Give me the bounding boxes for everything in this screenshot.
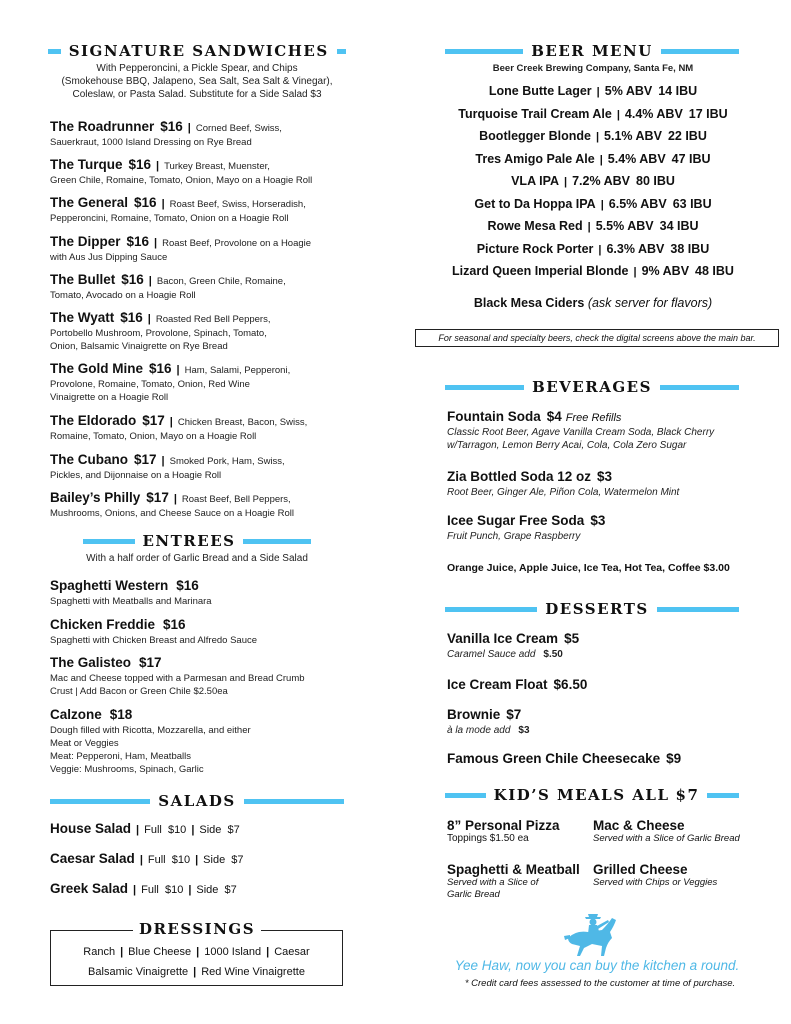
dressing-item: Caesar (274, 946, 310, 958)
dessert-addon: à la mode add (447, 725, 511, 736)
kid-item-mac (593, 818, 740, 845)
beer-abv: 4.4% ABV (624, 106, 683, 121)
sandwich-item (50, 233, 370, 264)
sandwich-name: The Gold Mine (50, 361, 143, 376)
separator: | (169, 416, 173, 428)
sandwich-desc: Tomato, Avocado on a Hoagie Roll (50, 290, 196, 301)
beer-name: Rowe Mesa Red (487, 219, 583, 233)
beverage-extra: Free Refills (565, 412, 622, 424)
sandwich-item (50, 118, 370, 149)
entree-name: Chicken Freddie (50, 617, 156, 632)
dessert-addon-price: $3 (518, 725, 530, 736)
entree-item (50, 706, 370, 776)
section-header-salads (48, 792, 346, 810)
beer-item (395, 197, 791, 211)
salad-item (50, 880, 370, 898)
separator: | (133, 884, 137, 896)
entree-line (50, 654, 370, 672)
sandwich-name: Bailey’s Philly (50, 490, 141, 505)
separator: | (136, 824, 140, 836)
kid-item-name: 8” Personal Pizza (447, 818, 560, 833)
sandwich-item (50, 309, 370, 353)
beer-name: Lone Butte Lager (488, 84, 592, 98)
seasonal-beer-note: For seasonal and specialty beers, check the digital screens above the main bar. (415, 329, 779, 347)
beverage-line (447, 408, 767, 426)
salad-name: Greek Salad (50, 881, 129, 896)
beer-name: Lizard Queen Imperial Blonde (452, 264, 629, 278)
header-bar (50, 799, 150, 804)
sandwich-desc: Bacon, Green Chile, Romaine, (156, 276, 286, 287)
sandwich-desc: Corned Beef, Swiss, (195, 123, 282, 134)
header-bar (244, 799, 344, 804)
entree-name: Spaghetti Western (50, 578, 169, 593)
entrees-title: ENTREES (142, 532, 236, 550)
sandwich-desc: Romaine, Tomato, Onion, Mayo on a Hoagie Roll (50, 431, 257, 442)
beer-ibu: 34 IBU (659, 219, 699, 233)
kid-item-name: Spaghetti & Meatball (447, 862, 580, 877)
entree-item (50, 577, 370, 608)
sandwich-price: $16 (128, 157, 152, 172)
beer-name: Turquoise Trail Cream Ale (458, 106, 612, 121)
beverage-desc: Root Beer, Ginger Ale, Piñon Cola, Watermelon Mint (447, 487, 680, 498)
section-header-desserts (445, 600, 739, 618)
beverage-line (447, 512, 767, 530)
kid-item-grilled-cheese (593, 862, 717, 889)
sandwich-line (50, 194, 370, 212)
beer-name: Picture Rock Porter (476, 241, 594, 256)
separator: | (147, 313, 151, 325)
beverage-item (447, 408, 767, 452)
separator: | (187, 122, 191, 134)
sandwich-item (50, 271, 370, 302)
dressing-item: Ranch (83, 946, 116, 958)
separator: | (191, 824, 195, 836)
dessert-name: Famous Green Chile Cheesecake (447, 751, 661, 766)
beer-name: Tres Amigo Pale Ale (475, 151, 595, 166)
beer-item (395, 84, 791, 98)
sandwich-desc: Sauerkraut, 1000 Island Dressing on Rye Bread (50, 137, 252, 148)
sandwich-desc: Provolone, Romaine, Tomato, Onion, Red Wine (50, 379, 250, 390)
sandwich-price: $16 (121, 272, 144, 287)
entree-price: $18 (109, 707, 133, 722)
beer-item (395, 107, 791, 121)
dessert-price: $7 (506, 707, 522, 722)
ciders-note: (ask server for flavors) (587, 296, 713, 310)
separator: | (161, 198, 165, 210)
sandwich-item (50, 412, 370, 443)
entree-item (50, 616, 370, 647)
header-bar (445, 49, 523, 54)
beer-ibu: 63 IBU (672, 196, 712, 211)
sandwich-item (50, 156, 370, 187)
beer-ibu: 48 IBU (695, 264, 734, 278)
beverages-title: BEVERAGES (532, 378, 652, 396)
sandwich-price: $17 (134, 452, 157, 467)
beverage-price: $3 (597, 469, 613, 484)
kid-item-desc: Garlic Bread (447, 889, 500, 900)
section-header-beverages (445, 378, 739, 396)
entrees-note: With a half order of Garlic Bread and a Side Salad (86, 553, 308, 564)
sandwich-line (50, 451, 370, 469)
dessert-line (447, 706, 767, 724)
beer-item (395, 152, 791, 166)
beer-ibu: 22 IBU (667, 129, 707, 143)
header-bar (243, 539, 311, 544)
sandwich-desc: Pickles, and Dijonnaise on a Hoagie Roll (50, 470, 222, 481)
dessert-line (447, 630, 767, 648)
separator: | (599, 153, 603, 166)
header-bar (445, 607, 537, 612)
entree-price: $16 (176, 578, 199, 593)
entree-name: The Galisteo (50, 655, 132, 670)
sandwich-item (50, 489, 370, 520)
beverage-name: Zia Bottled Soda 12 oz (447, 469, 592, 484)
dessert-item (447, 676, 767, 694)
salad-full-price: Full $10 (141, 884, 184, 896)
beverage-price: $4 (546, 409, 562, 424)
sandwich-desc: Mushrooms, Onions, and Cheese Sauce on a Hoagie Roll (50, 508, 294, 519)
dessert-line (447, 750, 767, 768)
ciders-line (395, 296, 791, 310)
separator: | (176, 364, 180, 376)
kid-item-desc: Served with a Slice of Garlic Bread (593, 833, 740, 844)
entree-desc: Spaghetti with Chicken Breast and Alfredo Sauce (50, 635, 258, 646)
salads-title: SALADS (158, 792, 236, 810)
sandwich-desc: Roast Beef, Provolone on a Hoagie (162, 238, 312, 249)
beverage-item (447, 512, 767, 543)
beverage-line (447, 468, 767, 486)
sandwich-price: $16 (126, 234, 150, 249)
entree-price: $17 (139, 655, 162, 670)
beer-name: Bootlegger Blonde (479, 129, 591, 143)
section-header-dressings (48, 920, 346, 938)
sandwich-desc: Vinaigrette on a Hoagie Roll (50, 392, 169, 403)
sandwich-desc: Roast Beef, Swiss, Horseradish, (169, 199, 306, 210)
separator: | (596, 86, 600, 98)
kid-item-name: Grilled Cheese (593, 862, 688, 877)
dessert-name: Vanilla Ice Cream (447, 631, 559, 646)
sandwich-desc: Green Chile, Romaine, Tomato, Onion, Mayo on a Hoagie Roll (50, 175, 313, 186)
kid-item-pizza (447, 818, 560, 845)
beer-abv: 9% ABV (641, 264, 690, 278)
beer-name: Get to Da Hoppa IPA (474, 196, 596, 211)
beer-abv: 6.5% ABV (608, 196, 667, 211)
ciders-name: Black Mesa Ciders (473, 296, 585, 310)
beer-item (395, 242, 791, 256)
sandwich-name: The Wyatt (50, 310, 115, 325)
sandwich-name: The Roadrunner (50, 119, 155, 134)
separator: | (161, 455, 165, 467)
kids-price: $7 (675, 786, 700, 804)
entree-desc: Spaghetti with Meatballs and Marinara (50, 596, 212, 607)
beer-ibu: 14 IBU (658, 84, 698, 98)
sandwich-item (50, 360, 370, 404)
beverage-item (447, 468, 767, 499)
dressing-item: Balsamic Vinaigrette (88, 966, 189, 978)
separator: | (188, 884, 192, 896)
kids-title: KID’S MEALS ALL (493, 786, 670, 804)
sandwich-desc: Onion, Balsamic Vinaigrette on Rye Bread (50, 341, 228, 352)
beer-ibu: 80 IBU (636, 174, 675, 188)
kid-item-spaghetti (447, 862, 580, 901)
kid-item-desc: Toppings $1.50 ea (447, 833, 529, 844)
footer-fineprint: * Credit card fees assessed to the customer at time of purchase. (464, 978, 736, 989)
beer-abv: 5.5% ABV (595, 219, 654, 233)
beer-abv: 5% ABV (604, 84, 653, 98)
separator: | (156, 160, 160, 172)
sandwich-name: The Turque (50, 157, 123, 172)
dessert-desc (447, 724, 767, 737)
cowboy-on-horse-icon (562, 908, 622, 963)
note-line: (Smokehouse BBQ, Jalapeno, Sea Salt, Sea Salt & Vinegar), (61, 76, 333, 87)
beer-item (395, 219, 791, 233)
sandwich-name: The General (50, 195, 129, 210)
sandwich-item (50, 451, 370, 482)
beverage-name: Fountain Soda (447, 409, 541, 424)
dessert-item (447, 706, 767, 737)
dressings-row-1: Ranch | Blue Cheese | 1000 Island | Caesar (83, 946, 310, 958)
dessert-name: Brownie (447, 707, 501, 722)
beer-ibu: 17 IBU (688, 106, 728, 121)
sandwich-line (50, 233, 370, 251)
entree-line (50, 577, 370, 595)
entree-item (50, 654, 370, 698)
separator: | (195, 854, 199, 866)
beer-title: BEER MENU (531, 42, 653, 60)
kid-item-desc: Served with Chips or Veggies (593, 877, 718, 888)
dressing-item: Red Wine Vinaigrette (201, 966, 305, 978)
entree-desc: Dough filled with Ricotta, Mozzarella, and either (50, 725, 251, 736)
footer-slogan: Yee Haw, now you can buy the kitchen a round. (454, 958, 740, 973)
header-bar (657, 607, 739, 612)
sandwich-price: $16 (160, 119, 183, 134)
sandwich-line (50, 412, 370, 430)
sandwich-line (50, 309, 370, 327)
sandwich-desc: Roasted Red Bell Peppers, (155, 314, 271, 325)
sandwich-desc: Chicken Breast, Bacon, Swiss, (177, 417, 308, 428)
sandwich-desc: Smoked Pork, Ham, Swiss, (169, 456, 285, 467)
sandwich-line (50, 360, 370, 378)
beverage-name: Icee Sugar Free Soda (447, 513, 585, 528)
entree-desc: Veggie: Mushrooms, Spinach, Garlic (50, 764, 204, 775)
dressings-box (50, 930, 343, 986)
separator: | (598, 243, 602, 256)
dessert-price: $9 (666, 751, 682, 766)
beer-abv: 5.4% ABV (607, 151, 666, 166)
dessert-desc (447, 648, 767, 661)
sandwich-name: The Eldorado (50, 413, 137, 428)
sandwich-desc: Ham, Salami, Pepperoni, (184, 365, 291, 376)
desserts-title: DESSERTS (545, 600, 649, 618)
entree-line (50, 616, 370, 634)
beer-name: VLA IPA (511, 174, 560, 188)
salad-name: House Salad (50, 821, 132, 836)
sandwich-price: $17 (146, 490, 169, 505)
separator: | (600, 198, 604, 211)
beer-abv: 5.1% ABV (604, 129, 662, 143)
separator: | (595, 131, 600, 143)
entree-price: $16 (163, 617, 186, 632)
dessert-name: Ice Cream Float (447, 677, 548, 692)
dessert-addon: Caramel Sauce add (447, 649, 536, 660)
sandwich-desc: Portobello Mushroom, Provolone, Spinach, Tomato, (50, 328, 267, 339)
header-bar (661, 49, 739, 54)
beer-item (395, 129, 791, 143)
header-bar (445, 385, 524, 390)
dessert-addon-price: $.50 (543, 649, 563, 660)
beer-ibu: 47 IBU (671, 151, 711, 166)
sandwich-price: $17 (142, 413, 165, 428)
kid-item-desc: Served with a Slice of (447, 877, 539, 888)
separator: | (139, 854, 143, 866)
dressings-row-2: Balsamic Vinaigrette | Red Wine Vinaigrette (88, 966, 305, 978)
entree-desc: Mac and Cheese topped with a Parmesan and Bread Crumb (50, 673, 305, 684)
sandwich-price: $16 (134, 195, 157, 210)
separator: | (633, 266, 637, 278)
entree-desc: Meat: Pepperoni, Ham, Meatballs (50, 751, 191, 762)
header-bar (707, 793, 739, 798)
sandwich-line (50, 118, 370, 136)
dressing-item: 1000 Island (204, 946, 262, 958)
entree-desc: Crust | Add Bacon or Green Chile $2.50ea (50, 686, 228, 697)
header-bar (83, 539, 135, 544)
separator: | (616, 108, 620, 121)
sandwich-line (50, 489, 370, 507)
salad-name: Caesar Salad (50, 851, 135, 866)
separator: | (564, 176, 568, 188)
sandwich-desc: Roast Beef, Bell Peppers, (181, 494, 291, 505)
sandwiches-note (48, 62, 346, 101)
entree-desc: Meat or Veggies (50, 738, 119, 749)
sandwich-item (50, 194, 370, 225)
dessert-price: $5 (564, 631, 580, 646)
separator: | (173, 493, 177, 505)
separator: | (587, 221, 591, 233)
salad-side-price: Side $7 (196, 884, 237, 896)
separator: | (148, 275, 152, 287)
beverage-price: $3 (590, 513, 606, 528)
section-header-kids (445, 786, 739, 804)
entree-line (50, 706, 370, 724)
beverage-desc: Classic Root Beer, Agave Vanilla Cream Soda, Black Cherry (447, 427, 715, 438)
header-bar (337, 49, 346, 54)
sandwich-name: The Cubano (50, 452, 128, 467)
salad-item (50, 820, 370, 838)
dressings-title: DRESSINGS (133, 920, 261, 938)
salad-side-price: Side $7 (203, 854, 244, 866)
sandwich-name: The Bullet (50, 272, 116, 287)
note-line: With Pepperoncini, a Pickle Spear, and Chips (96, 63, 298, 74)
kid-item-name: Mac & Cheese (593, 818, 685, 833)
sandwich-price: $16 (149, 361, 172, 376)
sandwich-line (50, 271, 370, 289)
salad-full-price: Full $10 (147, 854, 191, 866)
sandwich-desc: with Aus Jus Dipping Sauce (50, 252, 168, 263)
note-line: Coleslaw, or Pasta Salad. Substitute for a Side Salad $3 (72, 89, 322, 100)
salad-item (50, 850, 370, 868)
sandwich-line (50, 156, 370, 174)
sandwich-name: The Dipper (50, 234, 121, 249)
beer-abv: 6.3% ABV (606, 241, 665, 256)
brewery-name: Beer Creek Brewing Company, Santa Fe, NM (492, 63, 694, 74)
beer-abv: 7.2% ABV (572, 174, 630, 188)
dessert-item (447, 630, 767, 661)
entree-name: Calzone (50, 707, 102, 722)
header-bar (48, 49, 61, 54)
header-bar (445, 793, 486, 798)
salad-full-price: Full $10 (144, 824, 187, 836)
separator: | (154, 237, 158, 249)
section-header-entrees (48, 532, 346, 550)
dessert-line (447, 676, 767, 694)
beer-item (395, 174, 791, 188)
section-header-sandwiches (48, 42, 346, 60)
beverage-desc: w/Tarragon, Lemon Berry Acai, Cola, Cola Zero Sugar (447, 440, 687, 451)
section-header-beer (445, 42, 739, 60)
sandwiches-title: SIGNATURE SANDWICHES (68, 42, 329, 60)
juices-line: Orange Juice, Apple Juice, Ice Tea, Hot Tea, Coffee $3.00 (447, 562, 730, 574)
sandwich-price: $16 (120, 310, 143, 325)
dessert-item (447, 750, 767, 768)
dessert-price: $6.50 (553, 677, 588, 692)
beer-item (395, 264, 791, 278)
beverage-desc: Fruit Punch, Grape Raspberry (447, 531, 581, 542)
salad-side-price: Side $7 (199, 824, 240, 836)
beer-ibu: 38 IBU (670, 241, 710, 256)
sandwich-desc: Pepperoncini, Romaine, Tomato, Onion on a Hoagie Roll (50, 213, 289, 224)
sandwich-desc: Turkey Breast, Muenster, (164, 161, 270, 172)
dressing-item: Blue Cheese (128, 946, 192, 958)
header-bar (660, 385, 739, 390)
